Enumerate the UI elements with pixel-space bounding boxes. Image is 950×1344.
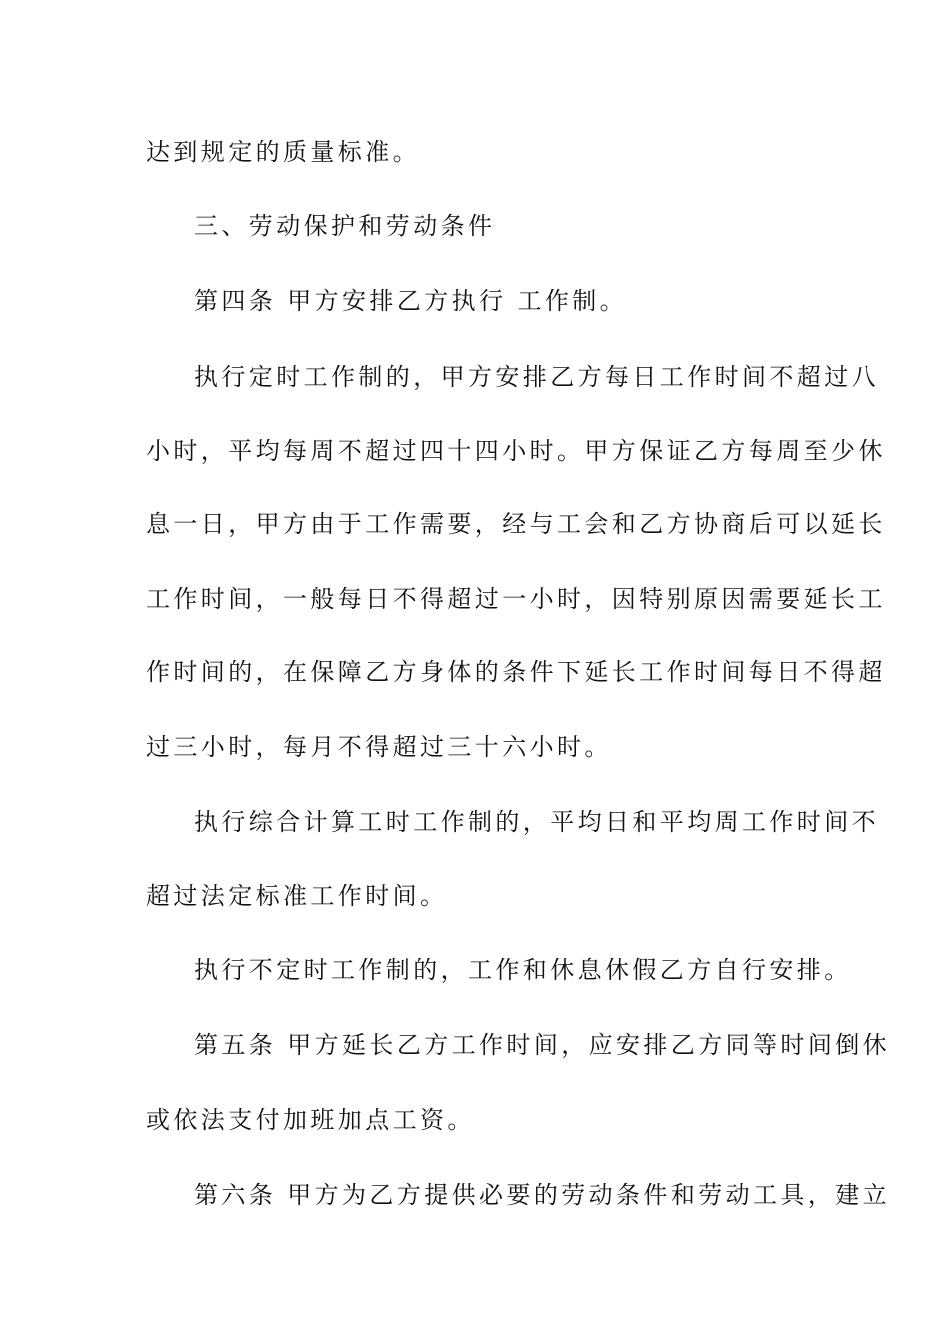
text-line: 执行定时工作制的，甲方安排乙方每日工作时间不超过八 (194, 363, 879, 391)
text-line: 过三小时，每月不得超过三十六小时。 (146, 733, 612, 761)
text-line: 执行综合计算工时工作制的，平均日和平均周工作时间不 (194, 808, 879, 836)
text-line: 息一日，甲方由于工作需要，经与工会和乙方协商后可以延长 (146, 510, 886, 538)
text-line: 作时间的，在保障乙方身体的条件下延长工作时间每日不得超 (146, 658, 886, 686)
text-line: 小时，平均每周不超过四十四小时。甲方保证乙方每周至少休 (146, 437, 886, 465)
text-line: 或依法支付加班加点工资。 (146, 1106, 475, 1134)
text-line: 执行不定时工作制的，工作和休息休假乙方自行安排。 (194, 956, 852, 984)
article-line: 第五条 甲方延长乙方工作时间，应安排乙方同等时间倒休 (194, 1031, 891, 1059)
text-line: 工作时间，一般每日不得超过一小时，因特别原因需要延长工 (146, 585, 886, 613)
text-line: 超过法定标准工作时间。 (146, 882, 448, 910)
text-line: 达到规定的质量标准。 (146, 138, 420, 166)
section-heading: 三、劳动保护和劳动条件 (194, 212, 496, 240)
article-line: 第四条 甲方安排乙方执行 工作制。 (194, 287, 628, 315)
article-line: 第六条 甲方为乙方提供必要的劳动条件和劳动工具，建立 (194, 1181, 891, 1209)
